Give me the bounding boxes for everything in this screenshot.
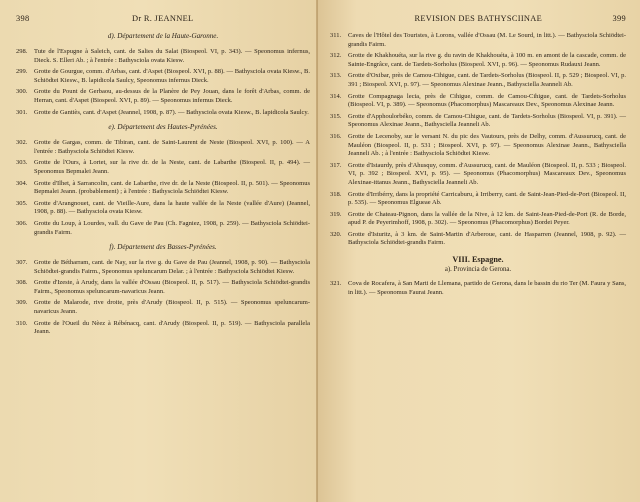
- entry-text: Grotte d'Ilhet, à Sarrancolin, cant. de Labarthe, rive dr. de la Neste (Biospeol. II, p. 501). — Speonomus Bepmalei Jeann. (probablement) ; à l'entrée : Bathysciola Schiödtei Kiesw.: [34, 179, 310, 196]
- entry-text: Grotte de l'Oueil du Nèez à Rébénacq, cant. d'Arudy (Biospeol. II, p. 519). — Bathysciola parallela Jeann.: [34, 319, 310, 336]
- entry-text: Tute de l'Espugne à Saleich, cant. de Salies du Salat (Biospeol. VI, p. 343). — Speonomus infernus, Dieck. S. Elleri Ab. ; à l'entrée : Bathysciola ovata Kiesw.: [34, 48, 310, 64]
- cave-entry: [16, 279, 310, 296]
- right-running-title: REVISION DES BATHYSCIINAE: [414, 14, 543, 23]
- cave-entry: [330, 211, 626, 228]
- entry-text: Grotte de Khakhouéta, sur la rive g. du ravin de Khakhouéta, à 100 m. en amont de la cascade, comm. de Sainte-Engrâce, cant. de Tardets-Sorholus (Biospeol. XVI, p. 96). — Speonomus Rudauxi Jeann.: [348, 52, 626, 68]
- subchapter-title: a). Provincia de Gerona.: [444, 266, 512, 274]
- cave-entry: [16, 68, 310, 85]
- entry-number: 301.: [16, 108, 28, 116]
- entry-number: 299.: [16, 68, 28, 76]
- entry-number: 319.: [330, 210, 342, 218]
- entry-number: 310.: [16, 319, 28, 327]
- cave-entry: [16, 220, 310, 237]
- entry-number: 316.: [330, 132, 342, 140]
- entry-number: 315.: [330, 112, 342, 120]
- cave-entry: [16, 109, 310, 118]
- entry-text: Grotte d'Apphoulorbéko, comm. de Camou-Cihigue, cant. de Tardets-Sorholus (Biospeol. VI, p. 391). — Speonomus Alexinae Jeann., Bathysciella Jeanneli Ab.: [348, 112, 626, 129]
- entry-text: Grotte de Bétharram, cant. de Nay, sur la rive g. du Gave de Pau (Jeannel, 1908, p. 90). — Bathysciola Schiödtei-grandis Fairm., Speonomus speluncarum Delar. ; à l'entrée : Bathysciola Schiödtei Kiesw.: [34, 259, 310, 275]
- cave-entry: [330, 52, 626, 69]
- cave-entry: [330, 93, 626, 110]
- left-running-title: Dr R. JEANNEL: [132, 14, 194, 23]
- entry-number: 318.: [330, 190, 342, 198]
- cave-entry: [330, 191, 626, 208]
- cave-entry: [16, 180, 310, 197]
- chapter-entries: [330, 280, 626, 297]
- entry-number: 317.: [330, 161, 342, 169]
- chapter-title: VIII. Espagne.: [452, 255, 504, 265]
- entry-text: Grotte de Lecenoby, sur le versant N. du pic des Vautours, près de Delhy, comm. d'Aussurucq, cant. de Mauléon (Biospeol. II, p. 531 ; Biospeol. XVI, p. 97). — Speonomus Alexinae Jeann., Bathysciella Jeanneli Ab. ; à l'entrée : Bathysciola Schiödtei Kiesw.: [348, 132, 626, 158]
- cave-entry: [16, 48, 310, 65]
- cave-entry: [16, 88, 310, 105]
- cave-entry: [16, 159, 310, 176]
- cave-entry: [16, 259, 310, 276]
- section-title: e). Département des Hautes-Pyrénées.: [108, 123, 218, 132]
- entry-text: Grotte du Pount de Gerbaou, au-dessus de la Planère de Pey Jouan, dans le forêt d'Arbas, comm. de Herran, cant. d'Aspet (Biospeol. XVI, p. 89). — Speonomus infernus Dieck.: [34, 88, 310, 104]
- entry-text: Grotte d'Arangnouet, cant. de Vieille-Aure, dans la haute vallée de la Neste (vallée d'Aure) (Jeannel, 1908, p. 88). — Bathysciola ovata Kiesw.: [34, 199, 310, 216]
- entry-text: Grotte de l'Ours, à Lortet, sur la rive dr. de la Neste, cant. de Labarthe (Biospeol. II, p. 494). — Speonomus Bepmalei Jeann.: [34, 159, 310, 175]
- entry-number: 314.: [330, 92, 342, 100]
- entry-number: 307.: [16, 259, 28, 267]
- cave-entry: [330, 162, 626, 188]
- entry-text: Grotte de Gargas, comm. de Tibiran, cant. de Saint-Laurent de Neste (Biospeol. XVI, p. 100). — A l'entrée : Bathysciola Schiödtei Kiesw.: [34, 139, 310, 155]
- entry-text: Grotte d'Isturitz, à 3 km. de Saint-Martin d'Arberoue, cant. de Hasparren (Jeannel, 1908, p. 92). — Bathysciola Schiödtei-grandis Fairm.: [348, 230, 626, 247]
- entry-text: Grotte d'Oxibar, près de Camou-Cihigue, cant. de Tardets-Sorholus (Biospeol. II, p. 529 ; Biospeol. VI, p. 391 ; Biospeol. XVI, p. 97). — Speonomus Alexinae Jeann., Bathysciella Jeanneli Ab.: [348, 72, 626, 88]
- cave-entry: [330, 113, 626, 130]
- entry-number: 298.: [16, 48, 28, 55]
- entry-number: 308.: [16, 279, 28, 287]
- entry-number: 300.: [16, 88, 28, 96]
- entry-number: 304.: [16, 179, 28, 187]
- right-page: [318, 0, 640, 502]
- right-running-head: [330, 14, 626, 23]
- entry-number: 320.: [330, 230, 342, 238]
- cave-entry: [330, 133, 626, 159]
- entry-text: Grotte d'Istaurdy, près d'Ahusquy, comm. d'Aussurucq, cant. de Mauléon (Biospeol. II, p. 533 ; Biospeol. VI, p. 392 ; Biospeol. XVI, p. 95). — Speonomus (Phacomorphus) Mascareaux Dev., Speonomus Alexinae-ittanus Jeann., Bathysciella Jeanneli Ab.: [348, 161, 626, 186]
- entry-number: 321.: [330, 280, 342, 288]
- entry-number: 313.: [330, 72, 342, 80]
- cave-entry: [330, 231, 626, 248]
- right-page-number: 399: [612, 14, 626, 23]
- entry-number: 312.: [330, 52, 342, 60]
- cave-entry: [330, 32, 626, 49]
- entry-text: Grotte d'Izeste, à Arudy, dans la vallée d'Ossau (Biospeol. II, p. 517). — Bathysciola Schiödtei-grandis Fairm., Speonomus speluncarum-navaricus Jeann.: [34, 279, 310, 295]
- entry-text: Grotte Compagnaga lecia, près de Cihigue, comm. de Camou-Cihigue, cant. de Tardets-Sorholus (Biospeol. VI, p. 389). — Speonomus (Phacomorphus) Mascareaux Dev., Speonomus Alexinae Jeann.: [348, 92, 626, 109]
- entry-text: Caves de l'Hôtel des Touristes, à Lorons, vallée d'Ossau (M. Le Sourd, in litt.). — Bathysciola Schiödtei-grandis Fairm.: [348, 32, 626, 48]
- section-title: f). Département des Basses-Pyrénées.: [109, 243, 217, 252]
- entry-text: Grotte de Gantiès, cant. d'Aspet (Jeannel, 1908, p. 87). — Bathysciola ovata Kiesw., B. lapidicola Saulcy.: [34, 108, 309, 116]
- cave-entry: [16, 200, 310, 217]
- entry-text: Grotte du Loup, à Lourdes, vall. du Gave de Pau (Ch. Fagniez, 1908, p. 259). — Bathysciola Schiödtei-grandis Fairm.: [34, 219, 310, 236]
- section-title: d). Département de la Haute-Garonne.: [107, 32, 219, 40]
- entry-number: 309.: [16, 299, 28, 307]
- entry-text: Grotte de Gourgue, comm. d'Arbas, cant. d'Aspet (Biospeol. XVI, p. 88). — Bathysciola ovata Kiesw., B. Schiödtei Kiesw., B. lapidicola Saulcy, Speonomus infernus Dieck.: [34, 68, 310, 84]
- cave-entry: [16, 299, 310, 316]
- left-running-head: [16, 14, 310, 23]
- cave-entry: [16, 320, 310, 337]
- left-page: [0, 0, 318, 502]
- entry-number: 311.: [330, 32, 342, 39]
- entry-number: 303.: [16, 159, 28, 167]
- cave-entry: [16, 139, 310, 156]
- left-page-number: 398: [16, 14, 30, 23]
- right-entries: [330, 32, 626, 248]
- entry-text: Grotte de Chateau-Pignon, dans la vallée de la Nive, à 12 km. de Saint-Jean-Pied-de-Port (R. de Borde, apud P. de Peyerimhoff, 1908, p. 302). — Speonomus (Phacomorphus) Bordei Peyer.: [348, 210, 626, 227]
- entry-text: Cova de Rocafera, à San Marti de Llemana, partido de Gerona, dans le bassin du rio Ter (M. Faura y Sans, in litt.). — Speonomus Faurai Jeann.: [348, 280, 626, 296]
- left-sections: [16, 32, 310, 337]
- entry-number: 302.: [16, 139, 28, 147]
- cave-entry: [330, 72, 626, 89]
- entry-text: Grotte de Malarode, rive droite, près d'Arudy (Biospeol. II, p. 515). — Speonomus speluncarum-navaricus Jeann.: [34, 299, 310, 316]
- entry-number: 306.: [16, 219, 28, 227]
- entry-text: Grotte d'Irribérry, dans la propriété Carricaburu, à Irriberry, cant. de Saint-Jean-Pied-de-Port (Biospeol. II, p. 535). — Speonomus Elgueae Ab.: [348, 190, 626, 207]
- entry-number: 305.: [16, 199, 28, 207]
- cave-entry: [330, 280, 626, 297]
